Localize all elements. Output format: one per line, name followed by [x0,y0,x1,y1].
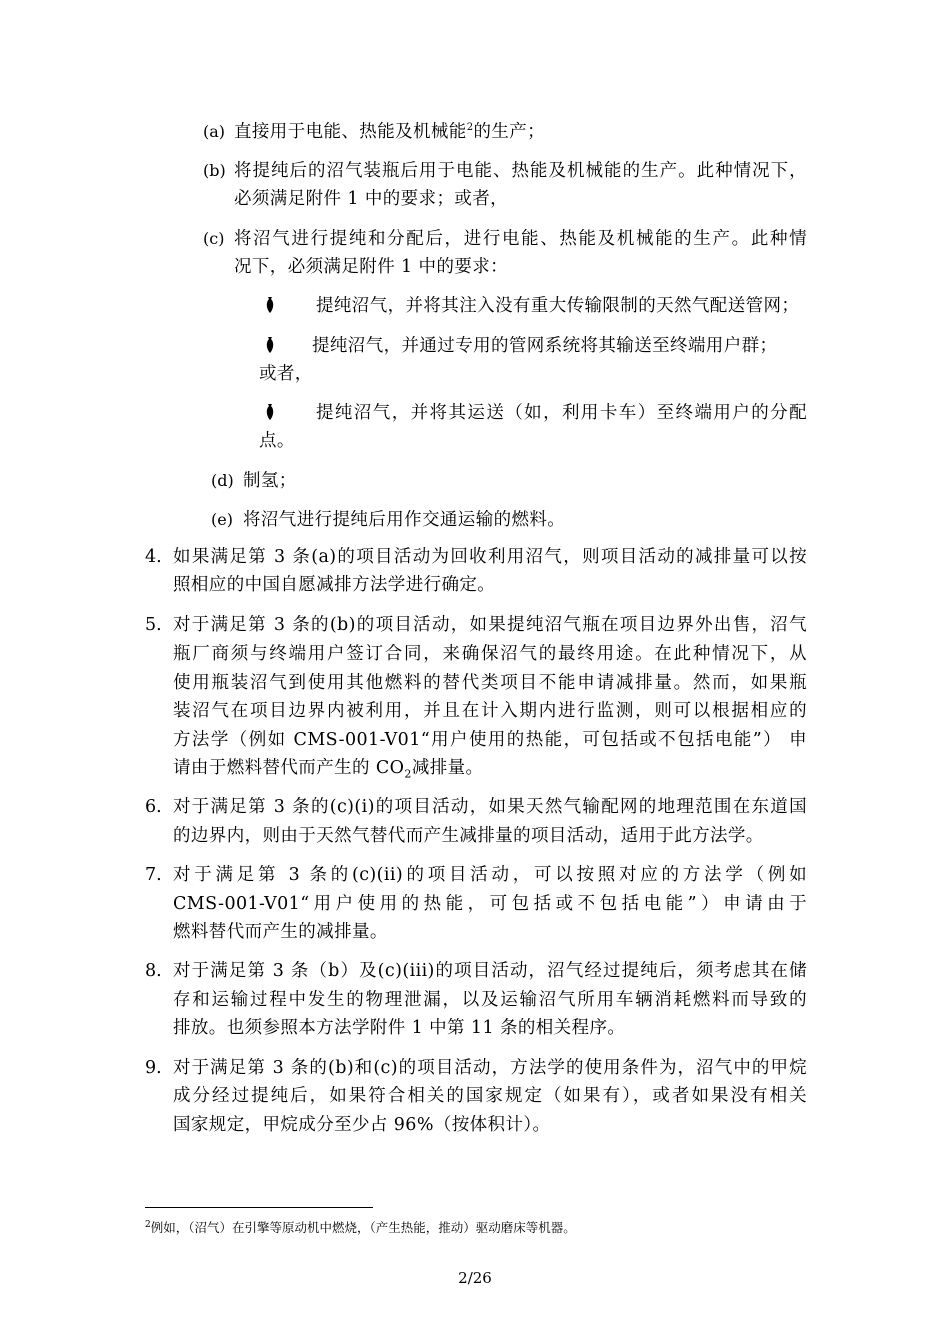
paragraph-7-line-3: 燃料替代而产生的减排量。 [173,922,388,942]
paragraph-9-line-1: 对于满足第 3 条的(b)和(c)的项目活动，方法学的使用条件为，沼气中的甲烷 [173,1058,807,1078]
paragraph-6-line-1: 对于满足第 3 条的(c)(i)的项目活动，如果天然气输配网的地理范围在东道国 [173,797,807,817]
paragraph-5-line-4: 装沼气在项目边界内被利用，并且在计入期内进行监测，则可以根据相应的 [173,701,807,721]
footnote-divider [145,1207,373,1208]
paragraph-7-line-1: 对于满足第 3 条的(c)(ii)的项目活动，可以按照对应的方法学（例如 [173,865,807,885]
item-c-marker: (c) [203,229,225,248]
paragraph-4-line-1: 如果满足第 3 条(a)的项目活动为回收利用沼气，则项目活动的减排量可以按 [173,547,807,567]
footnote-text: 例如，（沼气）在引擎等原动机中燃烧，（产生热能，推动）驱动磨床等机器。 [150,1220,576,1236]
paragraph-5-line-2: 瓶厂商须与终端用户签订合同，来确保沼气的最终用途。在此种情况下，从 [173,644,807,664]
paragraph-4-line-2: 照相应的中国自愿减排方法学进行确定。 [173,575,496,595]
paragraph-5-line-6: 请由于燃料替代而产生的 $CO_2$减排量。 [173,758,484,781]
bullet-1-line-1: 提纯沼气，并将其注入没有重大传输限制的天然气配送管网； [316,296,800,316]
paragraph-7-number: 7. [145,865,162,885]
paragraph-5-number: 5. [145,615,162,635]
paragraph-9-number: 9. [145,1058,162,1078]
amphora-bullet-icon [265,402,275,428]
amphora-bullet-icon [265,295,275,321]
paragraph-8-number: 8. [145,961,162,981]
paragraph-6-number: 6. [145,797,162,817]
paragraph-8-line-2: 存和运输过程中发生的物理泄漏，以及运输沼气所用车辆消耗燃料而导致的 [173,990,807,1010]
paragraph-8-line-3: 排放。也须参照本方法学附件 1 中第 11 条的相关程序。 [173,1018,626,1038]
footnote [145,1216,576,1237]
co2-subscript: 2 [404,767,412,781]
item-d-line-1: 制氢； [243,471,297,491]
footnote-number: 2 [145,1220,151,1230]
bullet-3-line-2: 点。 [259,431,295,451]
item-c-line-1: 将沼气进行提纯和分配后，进行电能、热能及机械能的生产。此种情 [234,229,807,249]
item-a-line-1: 直接用于电能、热能及机械能$^2$的生产； [234,122,546,142]
paragraph-6-line-2: 的边界内，则由于天然气替代而产生减排量的项目活动，适用于此方法学。 [173,826,764,846]
item-b-marker: (b) [203,161,226,180]
paragraph-7-line-2: CMS-001-V01“用户使用的热能，可包括或不包括电能”）申请由于 [173,894,807,914]
item-d-marker: (d) [211,471,234,490]
paragraph-5-line-3: 使用瓶装沼气到使用其他燃料的替代类项目不能申请减排量。然而，如果瓶 [173,673,807,693]
item-c-line-2: 况下，必须满足附件 1 中的要求： [234,257,509,277]
amphora-bullet-icon [265,335,275,361]
item-b-line-2: 必须满足附件 1 中的要求；或者， [234,189,509,209]
paragraph-4-number: 4. [145,547,162,567]
paragraph-9-line-3: 国家规定，甲烷成分至少占 96%（按体积计）。 [173,1115,551,1135]
paragraph-8-line-1: 对于满足第 3 条（b）及(c)(iii)的项目活动，沼气经过提纯后，须考虑其在储 [173,961,807,981]
paragraph-9-line-2: 成分经过提纯后，如果符合相关的国家规定（如果有），或者如果没有相关 [173,1086,807,1106]
page-number: 2/26 [458,1269,492,1287]
item-e-line-1: 将沼气进行提纯后用作交通运输的燃料。 [243,510,566,530]
bullet-2-line-1: 提纯沼气，并通过专用的管网系统将其输送至终端用户群； [312,336,778,356]
paragraph-5-line-5: 方法学（例如 CMS-001-V01“用户使用的热能，可包括或不包括电能”） 申 [173,730,807,750]
item-e-marker: (e) [211,510,233,529]
item-b-line-1: 将提纯后的沼气装瓶后用于电能、热能及机械能的生产。此种情况下， [234,161,807,181]
footnote-ref: 2 [466,122,474,134]
paragraph-5-line-1: 对于满足第 3 条的(b)的项目活动，如果提纯沼气瓶在项目边界外出售，沼气 [173,615,807,635]
bullet-2-line-2: 或者， [259,364,313,384]
item-a-marker: (a) [203,122,226,141]
bullet-3-line-1: 提纯沼气，并将其运送（如，利用卡车）至终端用户的分配 [316,403,807,423]
